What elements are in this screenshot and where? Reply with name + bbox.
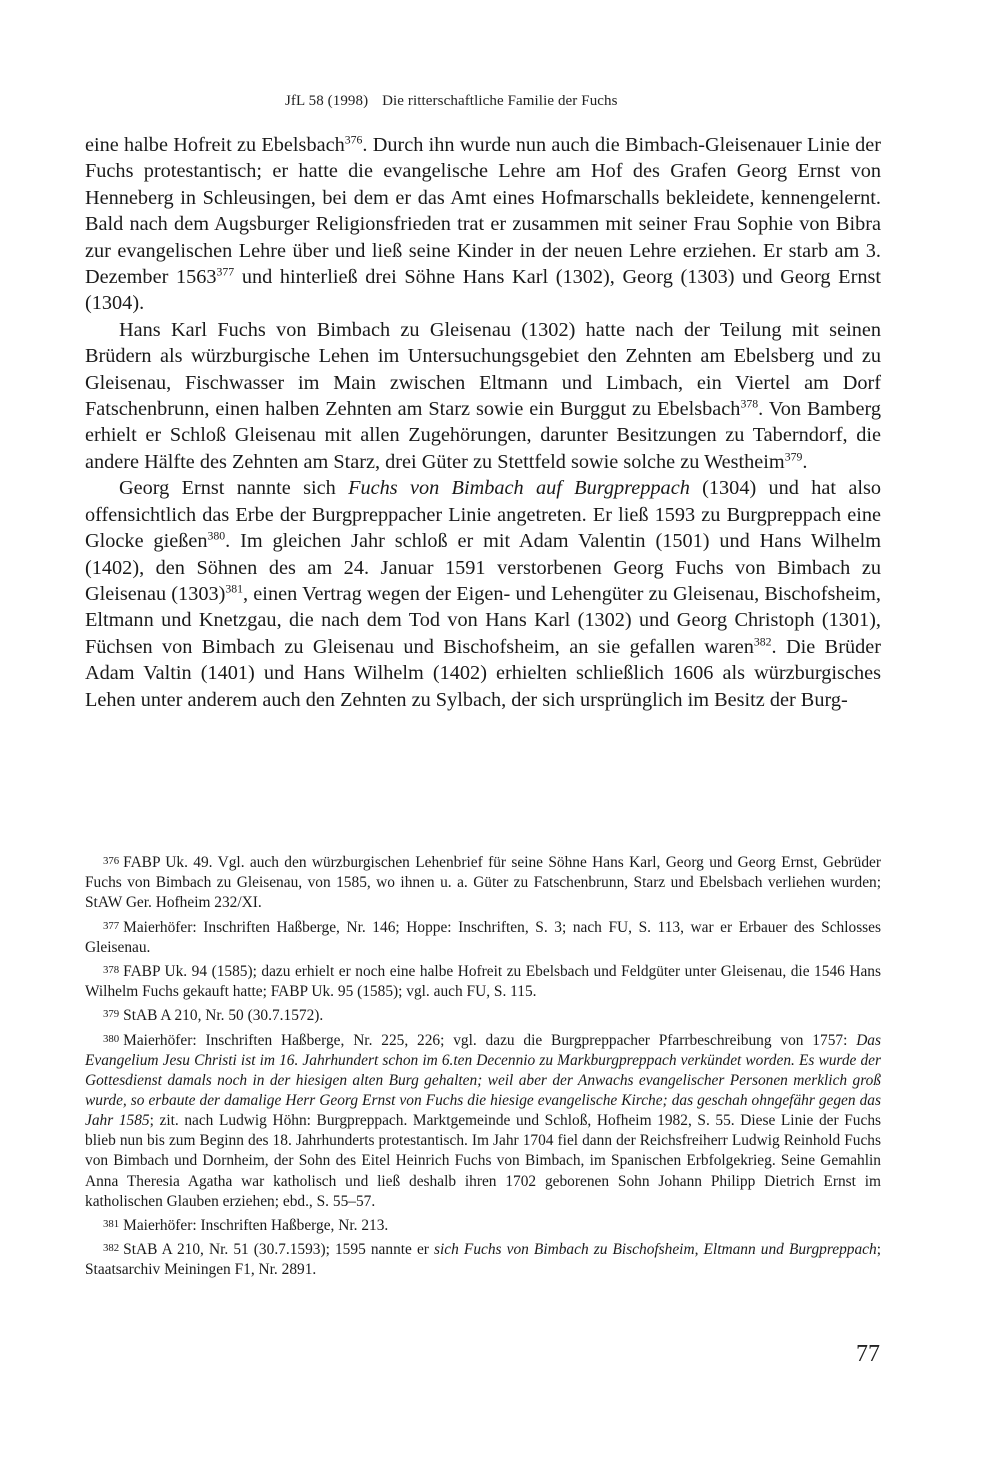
footnote-reference: 379	[784, 450, 803, 464]
footnote-number: 376	[103, 855, 120, 867]
footnote-378: $^{378}$ FABP Uk. 94 (1585); dazu erhielt er noch eine halbe Hofreit zu Ebelsbach und Feldgüter unter Gleisenau, die 1546 Hans Wilhelm Fuchs gekauft hatte; FABP Uk. 95 (1585); vgl. auch FU, S. 115.	[85, 963, 881, 1001]
footnote-380: $^{380}$ Maierhöfer: Inschriften Haßberge, Nr. 225, 226; vgl. dazu die Burgpreppacher Pfarrbeschreibung von 1757: Das Evangelium Jesu Christi ist im 16. Jahrhundert schon im 6.ten Decennio zu Markburgpreppach verkündet worden. Es wurde der Gottesdienst damals noch in der hiesigen alten Burg gehalten; weil aber der Anwachs evangelischer Personen merklich groß wurde, so erbaute der damalige Herr Georg Ernst von Fuchs die hiesige evangelische Kirche; das geschah ohngefähr gegen das Jahr 1585; zit. nach Ludwig Höhn: Burgpreppach. Marktgemeinde und Schloß, Hofheim 1982, S. 55. Diese Linie der Fuchs blieb nun bis zum Beginn des 18. Jahrhunderts protestantisch. Im Jahr 1704 fiel dann der Reichsfreiherr Ludwig Reinhold Fuchs von Bimbach und Dornheim, der Sohn des Eitel Heinrich Fuchs von Bimbach, im Spanischen Erbfolgekrieg. Seine Gemahlin Anna Theresia Agatha war katholisch und ließ deshalb ihren 1702 geborenen Sohn Johann Philipp Dietrich Ernst im katholischen Glauben erziehen; ebd., S. 55–57.	[85, 1031, 882, 1210]
footnote-number: 378	[103, 963, 120, 976]
footnote-number: 381	[103, 1217, 120, 1230]
footnote-reference: 380	[207, 529, 226, 543]
article-title: Die ritterschaftliche Familie der Fuchs	[382, 93, 618, 109]
footnote-reference: 381	[225, 582, 244, 596]
footnote-reference: 378	[740, 397, 759, 411]
paragraph: Hans Karl Fuchs von Bimbach zu Gleisenau (1302) hatte nach der Teilung mit seinen Brüdern als würzburgische Lehen im Untersuchungsgebiet den Zehnten am Ebelsberg und zu Gleisenau, Fischwasser im Main zwischen Eltmann und Limbach, ein Viertel am Dorf Fatschenbrunn, einen halben Zehnten am Starz sowie ein Burggut zu Ebelsbach$^{378}$. Von Bamberg erhielt er Schloß Gleisenau mit allen Zugehörungen, darunter Besitzungen zu Taberndorf, die andere Hälfte des Zehnten am Starz, drei Güter zu Stettfeld sowie solche zu Westheim$^{379}$.	[85, 318, 881, 473]
footnote-number: 377	[103, 919, 120, 932]
footnote-379: $^{379}$ StAB A 210, Nr. 50 (30.7.1572).	[103, 1007, 324, 1025]
footnote-reference: 377	[216, 265, 235, 279]
paragraph: eine halbe Hofreit zu Ebelsbach$^{376}$. Durch ihn wurde nun auch die Bimbach-Gleisenauer Linie der Fuchs protestantisch; er hatte die evangelische Lehre am Hof des Grafen Georg Ernst von Henneberg in Schleusingen, bei dem er das Amt eines Hofmarschalls bekleidete, kennengelernt. Bald nach dem Augsburger Religionsfrieden trat er zusammen mit seiner Frau Sophie von Bibra zur evangelischen Lehre über und ließ seine Kinder in der neuen Lehre erziehen. Er starb am 3. Dezember 1563$^{377}$ und hinterließ drei Söhne Hans Karl (1302), Georg (1303) und Georg Ernst (1304).	[85, 133, 881, 315]
footnote-reference: 376	[344, 133, 363, 147]
footnote-number: 379	[103, 1008, 120, 1021]
footnote-381: $^{381}$ Maierhöfer: Inschriften Haßberge, Nr. 213.	[103, 1216, 389, 1234]
journal-reference: JfL 58 (1998)	[285, 93, 369, 109]
footnote-382: $^{382}$ StAB A 210, Nr. 51 (30.7.1593); 1595 nannte er sich Fuchs von Bimbach zu Bischofsheim, Eltmann und Burgpreppach; Staatsarchiv Meiningen F1, Nr. 2891.	[85, 1241, 881, 1279]
paragraph: Georg Ernst nannte sich Fuchs von Bimbach auf Burgpreppach (1304) und hat also offensichtlich das Erbe der Burgpreppacher Linie angetreten. Er ließ 1593 zu Burgpreppach eine Glocke gießen$^{380}$. Im gleichen Jahr schloß er mit Adam Valentin (1501) und Hans Wilhelm (1402), den Söhnen des am 24. Januar 1591 verstorbenen Georg Fuchs von Bimbach zu Gleisenau $(1303)^{381}$, einen Vertrag wegen der Eigen- und Lehengüter zu Gleisenau, Bischofsheim, Eltmann und Knetzgau, die nach dem Tod von Hans Karl (1302) und Georg Christoph (1301), Füchsen von Bimbach zu Gleisenau und Bischofsheim, an sie gefallen waren$^{382}$. Die Brüder Adam Valtin (1401) und Hans Wilhelm (1402) erhielten schließlich 1606 als würzburgisches Lehen unter anderem auch den Zehnten zu Sylbach, der sich ursprünglich im Besitz der Burg-	[85, 477, 882, 711]
running-header	[285, 93, 628, 110]
quotation-italic: sich Fuchs von Bimbach zu Bischofsheim, Eltmann und Burgpreppach	[434, 1241, 877, 1259]
main-text	[85, 132, 881, 713]
quotation-italic: Das Evangelium Jesu Christi ist im 16. Jahrhundert schon im 6.ten Decennio zu Markburgpreppach verkündet worden. Es wurde der Gottesdienst damals noch in der hiesigen alten Burg gehalten; weil aber der Anwachs evangelischer Personen merklich groß wurde, so erbaute der damalige Herr Georg Ernst von Fuchs die hiesige evangelische Kirche; das geschah ohngefähr gegen das Jahr 1585	[85, 1031, 881, 1130]
footnote-reference: 382	[753, 635, 772, 649]
footnote-number: 380	[103, 1032, 120, 1045]
italic-name: Fuchs von Bimbach auf Burgpreppach	[348, 477, 690, 500]
footnote-376: $^{376}$ FABP Uk. 49. Vgl. auch den würzburgischen Lehenbrief für seine Söhne Hans Karl, Georg und Georg Ernst, Gebrüder Fuchs von Bimbach zu Gleisenau, von 1585, wo ihnen u. a. Güter zu Fatschenbrunn, Starz und Ebelsbach verliehen wurden; StAW Ger. Hofheim 232/XI.	[85, 854, 881, 912]
footnote-377: $^{377}$ Maierhöfer: Inschriften Haßberge, Nr. 146; Hoppe: Inschriften, S. 3; nach FU, S. 113, war er Erbauer des Schlosses Gleisenau.	[85, 918, 881, 956]
footnotes	[85, 851, 881, 1282]
footnote-number: 382	[103, 1242, 120, 1254]
page-number: 77	[856, 1341, 880, 1367]
